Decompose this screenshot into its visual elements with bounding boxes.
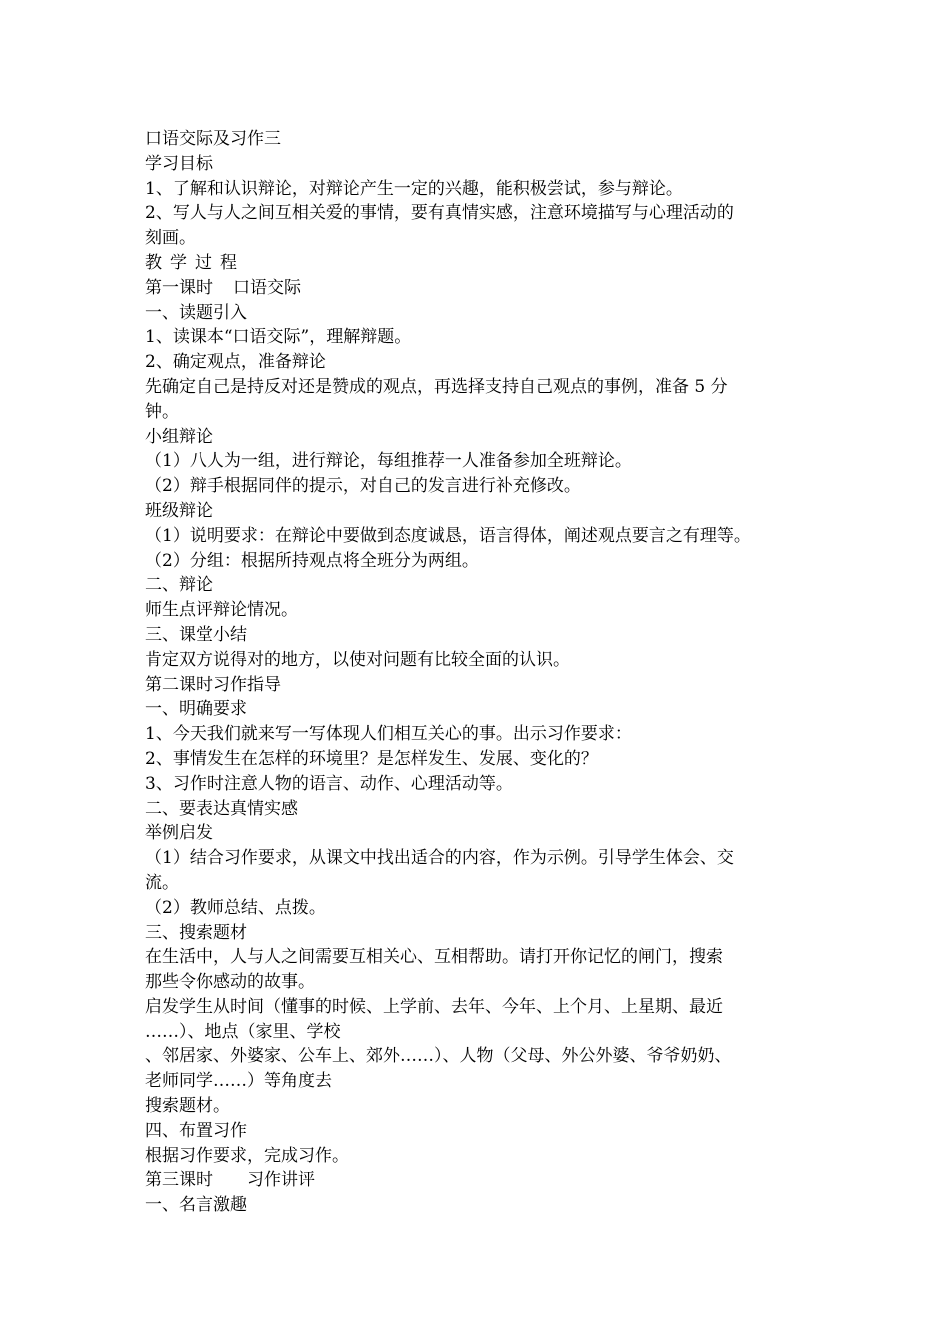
text-line: 先确定自己是持反对还是赞成的观点，再选择支持自己观点的事例，准备 5 分 (145, 376, 728, 397)
lesson-heading: 第二课时习作指导 (145, 674, 281, 695)
text-line: 启发学生从时间（懂事的时候、上学前、去年、今年、上个月、上星期、最近 (145, 996, 723, 1017)
document-title: 口语交际及习作三 (145, 129, 281, 149)
text-line: 班级辩论 (145, 500, 213, 521)
text-line: 1、今天我们就来写一写体现人们相互关心的事。出示习作要求： (145, 724, 632, 745)
text-line: 流。 (145, 872, 179, 893)
section-heading: 三、课堂小结 (145, 624, 247, 645)
text-line: （1）八人为一组，进行辩论，每组推荐一人准备参加全班辩论。 (145, 451, 632, 472)
document-body (145, 127, 835, 1218)
text-line: 在生活中，人与人之间需要互相关心、互相帮助。请打开你记忆的闸门，搜索 (145, 947, 723, 968)
section-heading: 三、搜索题材 (145, 922, 247, 943)
lesson-number: 第一课时 (145, 277, 213, 298)
section-heading: 一、读题引入 (145, 302, 247, 323)
text-line: 老师同学……）等角度去 (145, 1071, 332, 1092)
text-line: （2）教师总结、点拨。 (145, 897, 326, 918)
text-line: 1、了解和认识辩论，对辩论产生一定的兴趣，能积极尝试，参与辩论。 (145, 178, 683, 199)
text-line: 1、读课本“口语交际”，理解辩题。 (145, 327, 412, 348)
section-heading: 一、名言激趣 (145, 1195, 247, 1216)
text-line: 师生点评辩论情况。 (145, 600, 298, 621)
text-line: 那些令你感动的故事。 (145, 972, 315, 993)
text-line: 小组辩论 (145, 426, 213, 447)
text-line: （2）分组：根据所持观点将全班分为两组。 (145, 550, 479, 571)
lesson-number: 第三课时 (145, 1170, 213, 1191)
text-line: 根据习作要求，完成习作。 (145, 1145, 349, 1166)
section-heading: 四、布置习作 (145, 1120, 247, 1141)
text-line: 2、事情发生在怎样的环境里？是怎样发生、发展、变化的？ (145, 748, 598, 769)
section-heading: 教学过程 (145, 252, 245, 273)
section-heading: 学习目标 (145, 153, 213, 174)
text-line: 肯定双方说得对的地方，以使对问题有比较全面的认识。 (145, 649, 570, 670)
section-heading: 一、明确要求 (145, 699, 247, 720)
text-line: 举例启发 (145, 823, 213, 844)
text-line: （2）辩手根据同伴的提示，对自己的发言进行补充修改。 (145, 476, 581, 497)
text-line: 刻画。 (145, 228, 196, 249)
text-line: （1）结合习作要求，从课文中找出适合的内容，作为示例。引导学生体会、交 (145, 848, 734, 869)
section-heading: 二、辩论 (145, 575, 213, 596)
text-line: ……）、地点（家里、学校 (145, 1021, 341, 1042)
lesson-heading (145, 276, 835, 301)
lesson-topic: 习作讲评 (247, 1170, 315, 1191)
text-line: 搜索题材。 (145, 1096, 230, 1117)
lesson-heading (145, 1168, 835, 1193)
section-heading: 二、要表达真情实感 (145, 798, 298, 819)
text-line: 2、确定观点，准备辩论 (145, 352, 326, 373)
text-line: （1）说明要求：在辩论中要做到态度诚恳，语言得体，阐述观点要言之有理等。 (145, 525, 751, 546)
text-line: 钟。 (145, 401, 179, 422)
lesson-topic: 口语交际 (233, 277, 301, 298)
text-line: 、邻居家、外婆家、公车上、郊外……）、人物（父母、外公外婆、爷爷奶奶、 (145, 1046, 732, 1067)
text-line: 2、写人与人之间互相关爱的事情，要有真情实感，注意环境描写与心理活动的 (145, 203, 734, 224)
text-line: 3、习作时注意人物的语言、动作、心理活动等。 (145, 773, 513, 794)
